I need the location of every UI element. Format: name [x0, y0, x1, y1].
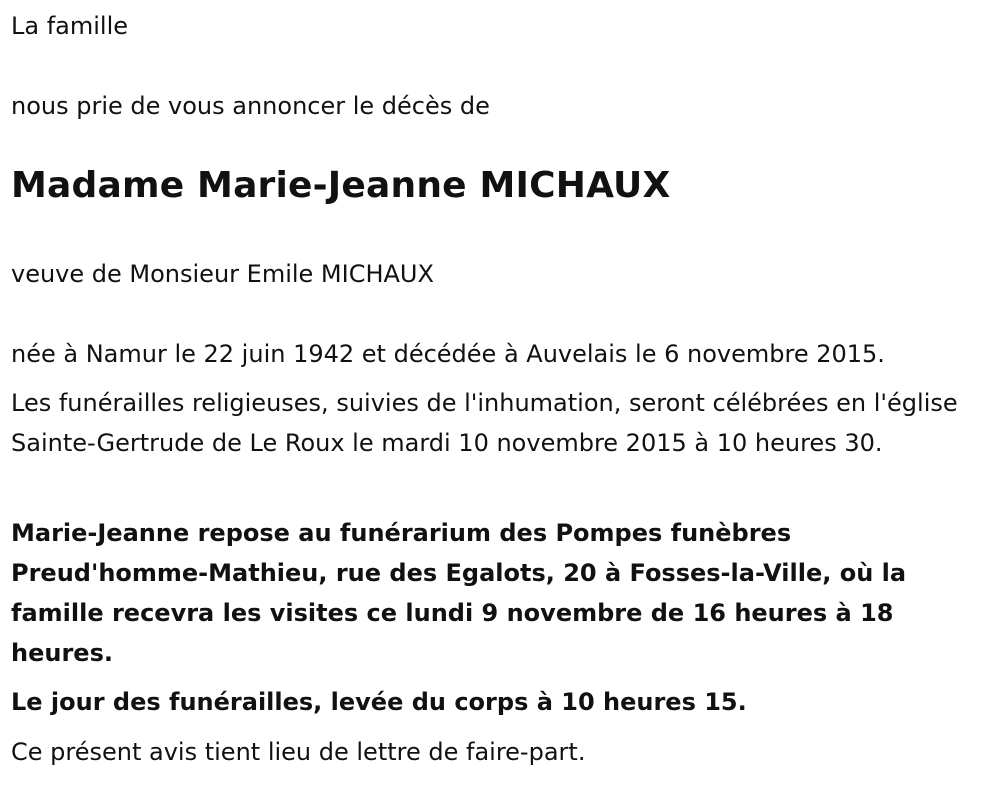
deceased-name-heading: Madame Marie-Jeanne MICHAUX	[11, 165, 671, 206]
departure-line: Le jour des funérailles, levée du corps à 10 heures 15.	[11, 688, 747, 716]
intro-line-announcement: nous prie de vous annoncer le décès de	[11, 92, 490, 120]
funeral-paragraph: Les funérailles religieuses, suivies de l'inhumation, seront célébrées en l'église Sainte-Gertrude de Le Roux le mardi 10 novembre 2015 à 10 heures 30.	[11, 389, 958, 457]
birth-death-line: née à Namur le 22 juin 1942 et décédée à Auvelais le 6 novembre 2015.	[11, 340, 885, 368]
closing-line: Ce présent avis tient lieu de lettre de faire-part.	[11, 738, 586, 766]
intro-line-family: La famille	[11, 12, 129, 40]
visitation-paragraph: Marie-Jeanne repose au funérarium des Pompes funèbres Preud'homme-Mathieu, rue des Egalots, 20 à Fosses-la-Ville, où la famille recevra les visites ce lundi 9 novembre de 16 heures à 18 heures.	[11, 519, 907, 667]
spouse-line: veuve de Monsieur Emile MICHAUX	[11, 260, 434, 288]
